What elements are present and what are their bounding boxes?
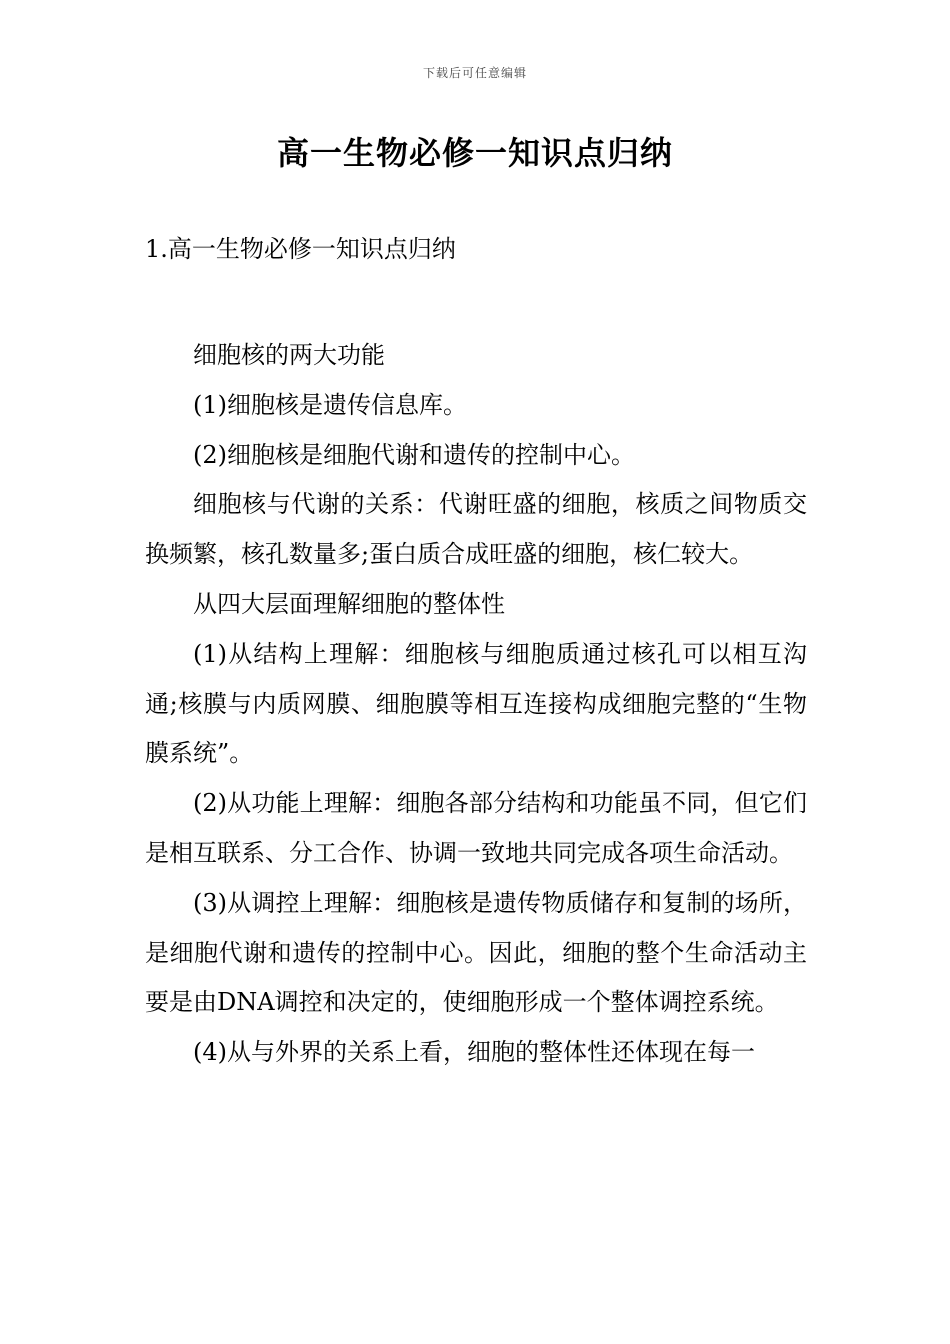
- header-note: 下载后可任意编辑: [422, 66, 527, 80]
- paragraph: 从四大层面理解细胞的整体性: [193, 589, 505, 618]
- paragraph: (3)从调控上理解：细胞核是遗传物质储存和复制的场所，是细胞代谢和遗传的控制中心。因此，细胞的整个生命活动主要是由DNA调控和决定的，使细胞形成一个整体调控系统。: [145, 888, 807, 1017]
- paragraph: (2)从功能上理解：细胞各部分结构和功能虽不同，但它们是相互联系、分工合作、协调一致地共同完成各项生命活动。: [145, 789, 807, 867]
- paragraph: (1)细胞核是遗传信息库。: [193, 390, 467, 419]
- section-heading: 1.高一生物必修一知识点归纳: [145, 235, 456, 263]
- paragraph: (4)从与外界的关系上看，细胞的整体性还体现在每一: [193, 1038, 755, 1067]
- paragraph: (1)从结构上理解：细胞核与细胞质通过核孔可以相互沟通;核膜与内质网膜、细胞膜等相互连接构成细胞完整的“生物膜系统”。: [145, 639, 807, 768]
- paragraph: 细胞核的两大功能: [193, 341, 385, 369]
- document-title: 高一生物必修一知识点归纳: [276, 134, 673, 172]
- paragraph: 细胞核与代谢的关系：代谢旺盛的细胞，核质之间物质交换频繁，核孔数量多;蛋白质合成旺盛的细胞，核仁较大。: [145, 490, 807, 569]
- paragraph: (2)细胞核是细胞代谢和遗传的控制中心。: [193, 440, 635, 469]
- document-body: [145, 331, 807, 1078]
